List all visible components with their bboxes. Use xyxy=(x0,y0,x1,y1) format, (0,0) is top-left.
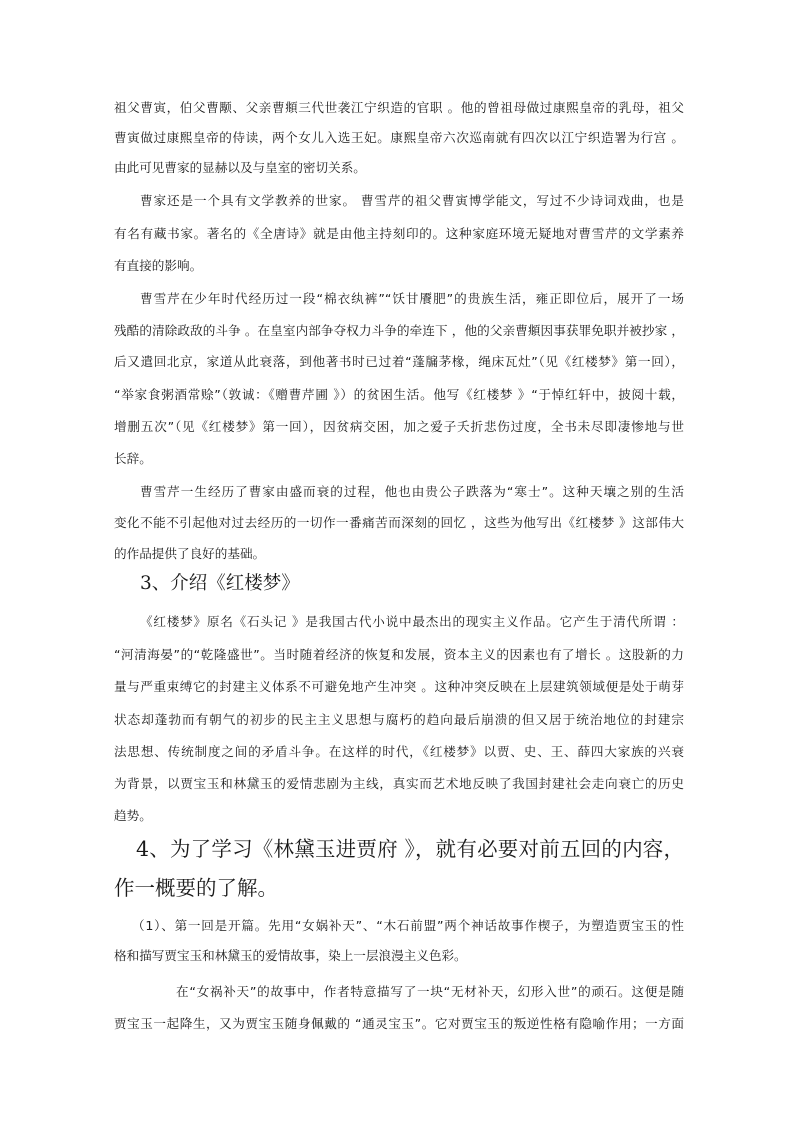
paragraph-line: 增删五次”（见《红楼梦》第一回），因贫病交困，加之爱子夭折悲伤过度，全书未尽即凄惨地与世 xyxy=(114,419,684,434)
paragraph-line: 法思想、传统制度之间的矛盾斗争。在这样的时代，《红楼梦》以贾、史、王、薛四大家族的兴衰 xyxy=(114,744,684,759)
section-heading: 4、为了学习《林黛玉进贾府 》，就有必要对前五回的内容， xyxy=(136,837,684,861)
paragraph-line: 曹雪芹在少年时代经历过一段“棉衣纨裤”“饫甘餍肥”的贵族生活，雍正即位后，展开了一场 xyxy=(140,291,684,306)
paragraph-line: 曹寅做过康熙皇帝的侍读，两个女儿入选王妃。康熙皇帝六次巡南就有四次以江宁织造署为行宫 。 xyxy=(114,130,684,145)
paragraph-line: 的作品提供了良好的基础。 xyxy=(114,546,266,561)
paragraph-line: 为背景，以贾宝玉和林黛玉的爱情悲剧为主线，真实而艺术地反映了我国封建社会走向衰亡的历史 xyxy=(114,776,684,791)
paragraph-line: 量与严重束缚它的封建主义体系不可避免地产生冲突 。这种冲突反映在上层建筑领域便是处于萌芽 xyxy=(114,679,684,694)
paragraph-line: 曹家还是一个具有文学教养的世家。 曹雪芹的祖父曹寅博学能文，写过不少诗词戏曲，也是 xyxy=(140,193,684,208)
paragraph-line: 残酷的清除政敌的斗争 。在皇室内部争夺权力斗争的牵连下 ，他的父亲曹頫因事获罪免职并被抄家 ， xyxy=(114,323,684,338)
paragraph-line: “举家食粥酒常赊”（敦诚：《赠曹芹圃 》）的贫困生活。他写《红楼梦 》“于悼红轩中，披阅十载， xyxy=(114,387,684,402)
paragraph-line: （1）、第一回是开篇。先用“女娲补天”、“木石前盟”两个神话故事作楔子，为塑造贾宝玉的性 xyxy=(132,918,684,933)
paragraph-line: “河清海晏”的“乾隆盛世”。当时随着经济的恢复和发展，资本主义的因素也有了增长 。这股新的力 xyxy=(114,647,684,662)
section-heading: 3、介绍《红楼梦》 xyxy=(140,573,300,594)
section-heading-continued: 作一概要的了解。 xyxy=(114,876,278,900)
paragraph-line: 后又遣回北京，家道从此衰落，到他著书时已过着“蓬牖茅椽，绳床瓦灶”（见《红楼梦》第一回）， xyxy=(114,354,684,369)
paragraph-line: 格和描写贾宝玉和林黛玉的爱情故事，染上一层浪漫主义色彩。 xyxy=(114,948,467,963)
paragraph-line: 状态却蓬勃而有朝气的初步的民主主义思想与腐朽的趋向最后崩溃的但又居于统治地位的封建宗 xyxy=(114,712,684,727)
paragraph-line: 在“女祸补天”的故事中，作者特意描写了一块“无材补天，幻形入世”的顽石。这便是随 xyxy=(176,984,684,999)
paragraph-line: 《红楼梦》原名《石头记 》是我国古代小说中最杰出的现实主义作品。它产生于清代所谓 ： xyxy=(140,614,684,629)
paragraph-line: 变化不能不引起他对过去经历的一切作一番痛苦而深刻的回忆 ，这些为他写出《红楼梦 》这部伟大 xyxy=(114,515,684,530)
paragraph-line: 曹雪芹一生经历了曹家由盛而衰的过程，他也由贵公子跌落为“寒士”。这种天壤之别的生活 xyxy=(140,484,684,499)
paragraph-line: 贾宝玉一起降生，又为贾宝玉随身佩戴的 “通灵宝玉”。它对贾宝玉的叛逆性格有隐喻作用；一方面 xyxy=(114,1016,684,1031)
paragraph-line: 趋势。 xyxy=(114,808,152,823)
paragraph-line: 长辞。 xyxy=(114,451,152,466)
paragraph-line: 有名有藏书家。著名的《全唐诗》就是由他主持刻印的。这种家庭环境无疑地对曹雪芹的文学素养 xyxy=(114,226,684,241)
paragraph-line: 祖父曹寅，伯父曹颙、父亲曹頫三代世袭江宁织造的官职 。他的曾祖母做过康熙皇帝的乳母，祖父 xyxy=(114,100,684,115)
paragraph-line: 有直接的影响。 xyxy=(114,258,203,273)
paragraph-line: 由此可见曹家的显赫以及与皇室的密切关系。 xyxy=(114,160,366,175)
